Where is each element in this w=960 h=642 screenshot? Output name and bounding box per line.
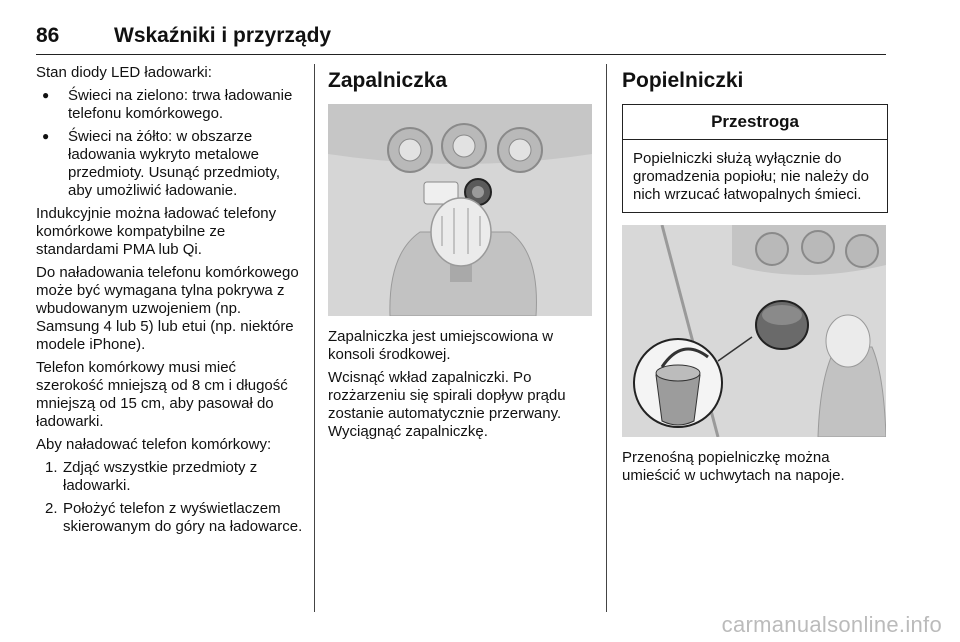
led-status-list: [36, 87, 304, 200]
watermark: carmanualsonline.info: [721, 612, 942, 637]
section-title: Zapalniczka: [328, 69, 448, 92]
column-divider: [314, 64, 315, 612]
list-item: [36, 500, 304, 536]
caution-text: Popielniczki służą wyłącznie do gromadzenia popiołu; nie należy do nich wrzucać łatwopalnych śmieci.: [633, 150, 869, 203]
list-item: ● Świeci na żółto: w obszarze ładowania wykryto metalowe przedmioty. Usunąć przedmioty, aby umożliwić ładowanie.: [36, 128, 304, 200]
charging-steps: [36, 459, 304, 536]
column-right: [622, 64, 888, 490]
paragraph: Telefon komórkowy musi mieć szerokość mniejszą od 8 cm i długość mniejszą od 15 cm, aby pasował do ładowarki.: [36, 359, 288, 430]
lighter-illustration: [328, 104, 592, 316]
caution-box: [622, 104, 888, 213]
chapter-title: Wskaźniki i przyrządy: [114, 24, 332, 47]
paragraph: Wcisnąć wkład zapalniczki. Po rozżarzeniu się spirali dopływ prądu zostanie automatycznie przerwany. Wyciągnąć zapalniczkę.: [328, 369, 566, 440]
page-number: 86: [36, 24, 60, 47]
lighter-image: [328, 104, 592, 316]
list-item: [36, 459, 304, 495]
paragraph: Indukcyjnie można ładować telefony komórkowe kompatybilne ze standardami PMA lub Qi.: [36, 205, 277, 258]
section-title: Popielniczki: [622, 69, 744, 92]
paragraph: Przenośną popielniczkę można umieścić w uchwytach na napoje.: [622, 449, 845, 484]
column-left: [36, 64, 304, 541]
step-number: 1.: [45, 459, 58, 476]
paragraph: Zapalniczka jest umiejscowiona w konsoli środkowej.: [328, 328, 554, 363]
paragraph: Aby naładować telefon komórkowy:: [36, 436, 272, 453]
led-intro: Stan diody LED ładowarki:: [36, 64, 212, 81]
page-header: [36, 20, 886, 55]
ashtray-illustration: [622, 225, 886, 437]
list-item: ● Świeci na zielono: trwa ładowanie telefonu komórkowego.: [36, 87, 304, 123]
ashtray-image: [622, 225, 886, 437]
caution-title: Przestroga: [623, 105, 887, 140]
step-text: Zdjąć wszystkie przedmioty z ładowarki.: [63, 459, 258, 494]
column-divider: [606, 64, 607, 612]
step-number: 2.: [45, 500, 58, 517]
paragraph: Do naładowania telefonu komórkowego może być wymagana tylna pokrywa z wbudowanym uzwojeniem (np. Samsung 4 lub 5) lub etui (np. niektóre modele iPhone).: [36, 264, 299, 353]
step-text: Położyć telefon z wyświetlaczem skierowanym do góry na ładowarce.: [63, 500, 303, 535]
column-middle: [328, 64, 596, 446]
